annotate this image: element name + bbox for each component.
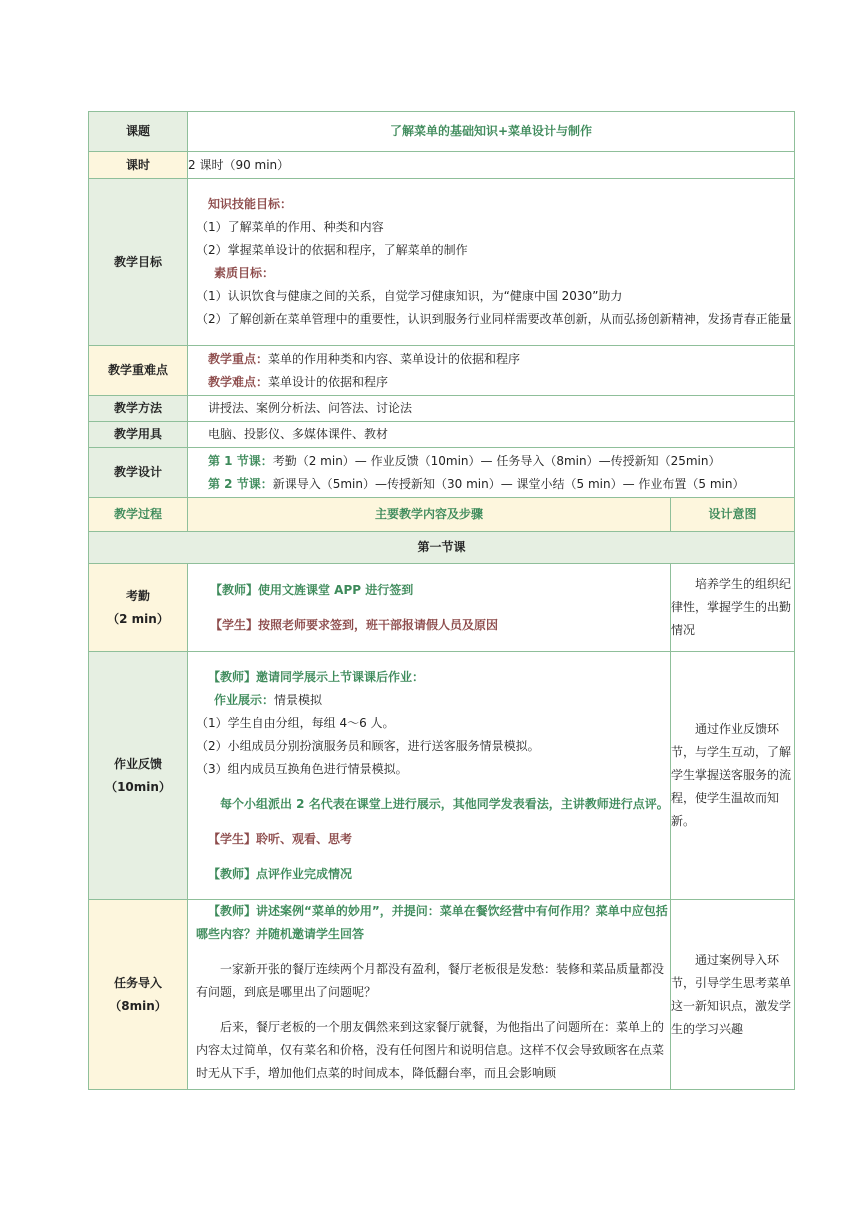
task-name: 任务导入 — [113, 975, 162, 990]
knowledge-item: （1）了解菜单的作用、种类和内容 — [196, 220, 384, 234]
homework-intent: 通过作业反馈环节，与学生互动，了解学生掌握送客服务的流程，使学生温故而知新。 — [671, 652, 795, 900]
homework-item: （3）组内成员互换角色进行情景模拟。 — [196, 761, 408, 776]
attendance-content — [188, 564, 671, 652]
quality-item: （2）了解创新在菜单管理中的重要性，认识到服务行业同样需要改革创新，从而弘扬创新精神，发扬青春正能量 — [196, 312, 792, 326]
process-header-col3: 设计意图 — [671, 498, 795, 532]
lesson1-flow: 考勤（2 min）— 作业反馈（10min）— 任务导入（8min）—传授新知（25min） — [272, 453, 721, 468]
task-para2: 后来，餐厅老板的一个朋友偶然来到这家餐厅就餐，为他指出了问题所在：菜单上的内容太过简单，仅有菜名和价格，没有任何图片和说明信息。这样不仅会导致顾客在点菜时无从下手，增加他们点菜的时间成本，降低翻台率，而且会影响顾 — [196, 1020, 665, 1080]
homework-item: （1）学生自由分组，每组 4～6 人。 — [196, 715, 395, 730]
lesson-plan-table — [88, 111, 795, 1090]
homework-name: 作业反馈 — [113, 756, 162, 771]
quality-title: 素质目标： — [214, 266, 275, 280]
attendance-name: 考勤 — [125, 588, 150, 603]
homework-label — [89, 652, 188, 900]
methods-row — [89, 396, 795, 422]
methods-value: 讲授法、案例分析法、问答法、讨论法 — [188, 396, 795, 422]
difficulty-value: 菜单设计的依据和程序 — [268, 374, 389, 389]
difficulty-title: 教学难点： — [208, 374, 269, 389]
knowledge-item: （2）掌握菜单设计的依据和程序，了解菜单的制作 — [196, 243, 468, 257]
lesson-plan — [88, 111, 794, 1090]
task-time: （8min） — [109, 998, 167, 1013]
focus-value: 菜单的作用种类和内容、菜单设计的依据和程序 — [268, 351, 521, 366]
quality-item: （1）认识饮食与健康之间的关系，自觉学习健康知识，为“健康中国 2030”助力 — [196, 289, 623, 303]
key-points-content — [188, 346, 795, 396]
lesson-title: 了解菜单的基础知识+菜单设计与制作 — [188, 112, 795, 152]
design-label: 教学设计 — [89, 448, 188, 498]
homework-student: 【学生】聆听、观看、思考 — [208, 831, 353, 846]
attendance-teacher: 【教师】使用文旌课堂 APP 进行签到 — [210, 582, 414, 597]
homework-item: （2）小组成员分别扮演服务员和顾客，进行送客服务情景模拟。 — [196, 738, 540, 753]
knowledge-title: 知识技能目标： — [208, 197, 293, 211]
design-row — [89, 448, 795, 498]
task-content — [188, 900, 671, 1090]
tools-value: 电脑、投影仪、多媒体课件、教材 — [188, 422, 795, 448]
attendance-label — [89, 564, 188, 652]
process-header-col1: 教学过程 — [89, 498, 188, 532]
homework-show-title: 作业展示： — [214, 692, 275, 707]
objectives-content — [188, 179, 795, 346]
task-intent: 通过案例导入环节，引导学生思考菜单这一新知识点，激发学生的学习兴趣 — [671, 900, 795, 1090]
task-row — [89, 900, 795, 1090]
hours-label: 课时 — [89, 152, 188, 179]
topic-label: 课题 — [89, 112, 188, 152]
objectives-row — [89, 179, 795, 346]
hours-value: 2 课时（90 min） — [188, 152, 795, 179]
focus-title: 教学重点： — [208, 351, 269, 366]
key-points-row — [89, 346, 795, 396]
homework-teacher-review: 【教师】点评作业完成情况 — [208, 866, 353, 881]
attendance-student: 【学生】按照老师要求签到，班干部报请假人员及原因 — [210, 617, 499, 632]
homework-show-value: 情景模拟 — [274, 692, 323, 707]
task-teacher: 【教师】讲述案例“菜单的妙用”，并提问：菜单在餐饮经营中有何作用？菜单中应包括哪些内容？并随机邀请学生回答 — [196, 904, 668, 941]
attendance-row — [89, 564, 795, 652]
objectives-label: 教学目标 — [89, 179, 188, 346]
attendance-intent: 培养学生的组织纪律性，掌握学生的出勤情况 — [671, 564, 795, 652]
hours-row — [89, 152, 795, 179]
homework-content — [188, 652, 671, 900]
task-label — [89, 900, 188, 1090]
process-header-col2: 主要教学内容及步骤 — [188, 498, 671, 532]
homework-row — [89, 652, 795, 900]
homework-group-note: 每个小组派出 2 名代表在课堂上进行展示，其他同学发表看法，主讲教师进行点评。 — [220, 796, 669, 811]
task-para1: 一家新开张的餐厅连续两个月都没有盈利，餐厅老板很是发愁：装修和菜品质量都没有问题，到底是哪里出了问题呢？ — [196, 962, 665, 999]
attendance-time: （2 min） — [107, 611, 169, 626]
topic-row — [89, 112, 795, 152]
lesson1-title: 第 1 节课： — [208, 453, 273, 468]
process-header-row — [89, 498, 795, 532]
homework-teacher-invite: 【教师】邀请同学展示上节课课后作业： — [208, 669, 425, 684]
homework-time: （10min） — [105, 779, 171, 794]
lesson2-flow: 新课导入（5min）—传授新知（30 min）— 课堂小结（5 min）— 作业布置（5 min） — [272, 476, 745, 491]
section1-title: 第一节课 — [89, 532, 795, 564]
section1-row — [89, 532, 795, 564]
lesson2-title: 第 2 节课： — [208, 476, 273, 491]
tools-label: 教学用具 — [89, 422, 188, 448]
design-content — [188, 448, 795, 498]
key-points-label: 教学重难点 — [89, 346, 188, 396]
tools-row — [89, 422, 795, 448]
methods-label: 教学方法 — [89, 396, 188, 422]
